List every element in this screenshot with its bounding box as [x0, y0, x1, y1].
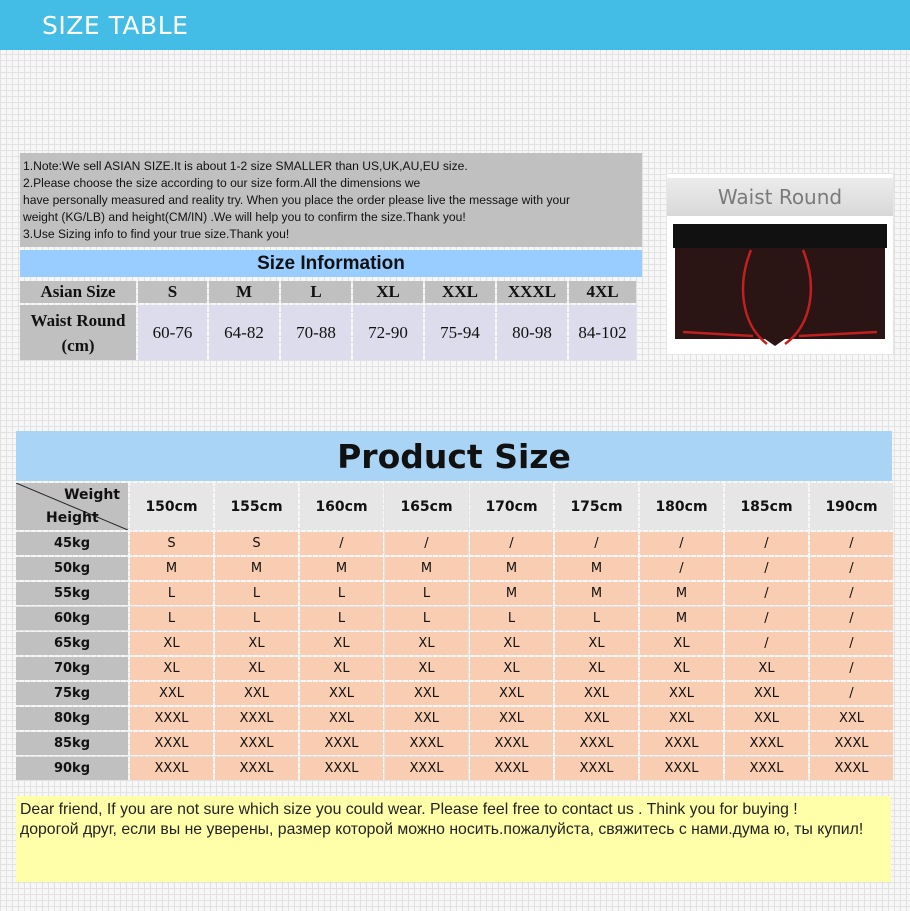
size-cell: XXXL [385, 732, 468, 755]
size-information-title: Size Information [20, 250, 642, 277]
size-cell: XL [385, 657, 468, 680]
size-cell: XXXL [725, 732, 808, 755]
size-cell: XXL [215, 682, 298, 705]
note-line: have personally measured and reality try. When you place the order please live the message with your [23, 193, 570, 207]
size-cell: / [385, 532, 468, 555]
weight-row-label: 65kg [16, 632, 128, 655]
size-cell: XXL [385, 707, 468, 730]
weight-row-label: 90kg [16, 757, 128, 780]
size-cell: XL [470, 657, 553, 680]
size-cell: XXXL [810, 732, 893, 755]
size-cell: L [385, 607, 468, 630]
weight-row-label: 60kg [16, 607, 128, 630]
size-cell: / [725, 632, 808, 655]
asian-size-label: Asian Size [20, 281, 136, 303]
table-row [16, 732, 893, 755]
weight-height-corner [16, 483, 128, 530]
size-cell: XXXL [470, 757, 553, 780]
size-cell: / [470, 532, 553, 555]
contact-message-en: Dear friend, If you are not sure which size you could wear. Please feel free to contact us . Think you for buying ! [20, 801, 798, 818]
table-row [16, 557, 893, 580]
size-cell: XXXL [470, 732, 553, 755]
waist-value: 75-94 [425, 305, 495, 360]
size-information-table [18, 279, 638, 362]
size-cell: / [725, 532, 808, 555]
waist-round-label: Waist Round (cm) [20, 305, 136, 360]
size-cell: M [640, 607, 723, 630]
size-cell: L [300, 607, 383, 630]
size-cell: XXL [725, 682, 808, 705]
weight-row-label: 80kg [16, 707, 128, 730]
size-cell: L [470, 607, 553, 630]
size-cell: XXL [555, 707, 638, 730]
size-cell: / [810, 682, 893, 705]
size-cell: XXL [470, 682, 553, 705]
size-cell: / [725, 607, 808, 630]
size-cell: M [470, 557, 553, 580]
size-cell: L [555, 607, 638, 630]
size-header: S [138, 281, 207, 303]
waist-value: 84-102 [569, 305, 636, 360]
waist-round-image-label: Waist Round [667, 178, 893, 216]
size-cell: XXXL [215, 757, 298, 780]
size-header: 4XL [569, 281, 636, 303]
size-cell: XXXL [300, 757, 383, 780]
size-cell: XXL [810, 707, 893, 730]
height-column-header: 180cm [640, 483, 723, 530]
size-cell: XL [130, 657, 213, 680]
waist-value: 72-90 [353, 305, 423, 360]
product-size-rows [16, 532, 893, 780]
weight-row-label: 70kg [16, 657, 128, 680]
size-cell: XL [640, 657, 723, 680]
note-line: 3.Use Sizing info to find your true size.Thank you! [23, 227, 290, 241]
size-cell: M [470, 582, 553, 605]
product-size-title: Product Size [16, 431, 892, 481]
size-cell: XXXL [215, 707, 298, 730]
size-notes [20, 153, 642, 247]
size-cell: XXXL [640, 732, 723, 755]
weight-row-label: 85kg [16, 732, 128, 755]
size-cell: / [810, 632, 893, 655]
weight-header: Weight [64, 487, 120, 503]
size-cell: XXL [640, 707, 723, 730]
weight-row-label: 45kg [16, 532, 128, 555]
product-size-table [14, 481, 895, 782]
size-cell: XXXL [130, 757, 213, 780]
size-cell: XL [555, 657, 638, 680]
table-row [16, 632, 893, 655]
waist-value: 70-88 [281, 305, 351, 360]
size-cell: XXXL [300, 732, 383, 755]
table-row [16, 532, 893, 555]
size-cell: XL [640, 632, 723, 655]
size-cell: S [130, 532, 213, 555]
height-column-header: 150cm [130, 483, 213, 530]
size-cell: XXL [130, 682, 213, 705]
height-column-header: 190cm [810, 483, 893, 530]
size-header: L [281, 281, 351, 303]
size-cell: XXXL [555, 757, 638, 780]
size-cell: XXXL [810, 757, 893, 780]
size-cell: XXL [640, 682, 723, 705]
size-cell: L [130, 582, 213, 605]
size-cell: M [640, 582, 723, 605]
size-cell: XXL [300, 707, 383, 730]
size-cell: XXXL [385, 757, 468, 780]
size-cell: XL [555, 632, 638, 655]
size-cell: / [640, 532, 723, 555]
note-line: 1.Note:We sell ASIAN SIZE.It is about 1-2 size SMALLER than US,UK,AU,EU size. [23, 159, 468, 173]
size-cell: XXL [725, 707, 808, 730]
height-column-header: 160cm [300, 483, 383, 530]
size-cell: / [810, 607, 893, 630]
size-cell: XL [385, 632, 468, 655]
size-cell: L [300, 582, 383, 605]
table-row [16, 682, 893, 705]
table-row [16, 582, 893, 605]
size-cell: XXL [470, 707, 553, 730]
boxer-briefs-illustration [667, 174, 893, 354]
size-cell: XXXL [640, 757, 723, 780]
size-cell: XL [725, 657, 808, 680]
table-row [16, 657, 893, 680]
size-cell: XL [215, 632, 298, 655]
size-cell: XXXL [130, 732, 213, 755]
size-cell: XL [300, 657, 383, 680]
size-cell: / [725, 557, 808, 580]
height-column-header: 185cm [725, 483, 808, 530]
size-cell: M [130, 557, 213, 580]
size-cell: XXXL [555, 732, 638, 755]
size-cell: L [215, 582, 298, 605]
size-cell: / [810, 532, 893, 555]
banner-title: SIZE TABLE [42, 11, 189, 40]
height-column-header: 175cm [555, 483, 638, 530]
size-cell: / [725, 582, 808, 605]
size-cell: XXXL [725, 757, 808, 780]
size-cell: / [300, 532, 383, 555]
height-column-header: 155cm [215, 483, 298, 530]
contact-message-ru: дорогой друг, если вы не уверены, размер которой можно носить.пожалуйста, свяжитесь с нами.дума ю, ты купил! [20, 821, 864, 838]
size-cell: XXL [300, 682, 383, 705]
height-column-header: 170cm [470, 483, 553, 530]
size-cell: M [385, 557, 468, 580]
waist-value: 80-98 [497, 305, 567, 360]
size-cell: XL [215, 657, 298, 680]
size-cell: M [215, 557, 298, 580]
note-line: 2.Please choose the size according to our size form.All the dimensions we [23, 176, 421, 190]
size-cell: XXL [555, 682, 638, 705]
size-cell: XXL [385, 682, 468, 705]
contact-message [16, 796, 891, 882]
size-cell: / [640, 557, 723, 580]
note-line: weight (KG/LB) and height(CM/IN) .We will help you to confirm the size.Thank you! [23, 210, 466, 224]
size-header: XXL [425, 281, 495, 303]
size-header: XL [353, 281, 423, 303]
weight-row-label: 50kg [16, 557, 128, 580]
size-table-banner [0, 0, 910, 50]
weight-row-label: 75kg [16, 682, 128, 705]
size-cell: L [385, 582, 468, 605]
size-cell: M [555, 557, 638, 580]
size-cell: L [130, 607, 213, 630]
size-header: XXXL [497, 281, 567, 303]
size-cell: XXXL [130, 707, 213, 730]
size-cell: XL [470, 632, 553, 655]
height-header: Height [46, 510, 99, 526]
size-cell: XXXL [215, 732, 298, 755]
size-cell: / [810, 582, 893, 605]
size-header: M [209, 281, 279, 303]
table-row [16, 607, 893, 630]
size-cell: / [810, 657, 893, 680]
height-column-header: 165cm [385, 483, 468, 530]
size-cell: XL [300, 632, 383, 655]
size-cell: M [555, 582, 638, 605]
waist-value: 60-76 [138, 305, 207, 360]
table-row [16, 707, 893, 730]
size-cell: / [810, 557, 893, 580]
waist-value: 64-82 [209, 305, 279, 360]
size-cell: S [215, 532, 298, 555]
waist-round-image [666, 173, 894, 355]
weight-row-label: 55kg [16, 582, 128, 605]
size-cell: / [555, 532, 638, 555]
size-cell: L [215, 607, 298, 630]
size-cell: M [300, 557, 383, 580]
table-row [16, 757, 893, 780]
size-cell: XL [130, 632, 213, 655]
